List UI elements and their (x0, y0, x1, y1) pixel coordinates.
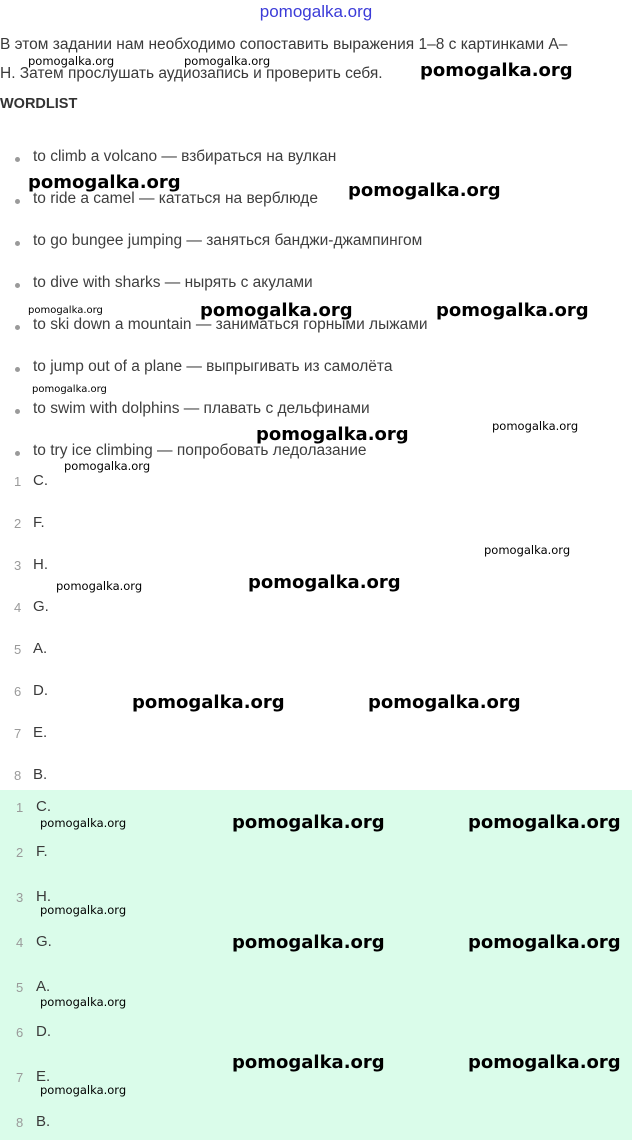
watermark: pomogalka.org (232, 932, 385, 953)
watermark: pomogalka.org (132, 692, 285, 713)
watermark: pomogalka.org (468, 932, 621, 953)
answer-number: 7 (14, 726, 22, 741)
wordlist-item-text: to climb a volcano — взбираться на вулкан (33, 148, 337, 165)
answer-row (0, 1023, 600, 1045)
answer-letter: F. (33, 514, 45, 531)
wordlist-heading: WORDLIST (0, 96, 78, 112)
answer-row (0, 598, 600, 620)
watermark: pomogalka.org (28, 54, 115, 68)
answer-letter: F. (36, 843, 48, 860)
watermark: pomogalka.org (56, 579, 143, 593)
watermark: pomogalka.org (32, 384, 107, 395)
answer-number: 8 (14, 768, 22, 783)
answer-letter: H. (36, 888, 51, 905)
answer-letter: C. (33, 472, 48, 489)
answer-number: 3 (14, 558, 22, 573)
watermark: pomogalka.org (28, 172, 181, 193)
answer-number: 5 (16, 980, 24, 995)
watermark: pomogalka.org (436, 300, 589, 321)
answer-row (0, 514, 600, 536)
answer-number: 6 (14, 684, 22, 699)
answer-letter: C. (36, 798, 51, 815)
watermark: pomogalka.org (468, 812, 621, 833)
answer-number: 1 (16, 800, 24, 815)
watermark: pomogalka.org (40, 903, 127, 917)
answer-number: 4 (14, 600, 22, 615)
watermark: pomogalka.org (64, 459, 151, 473)
bullet-icon (15, 199, 20, 204)
answer-letter: G. (36, 933, 52, 950)
answer-row (0, 843, 600, 865)
answer-row (0, 472, 600, 494)
watermark: pomogalka.org (28, 305, 103, 316)
watermark: pomogalka.org (348, 180, 501, 201)
answer-number: 6 (16, 1025, 24, 1040)
answer-letter: E. (33, 724, 48, 741)
bullet-icon (15, 157, 20, 162)
answer-number: 3 (16, 890, 24, 905)
bullet-icon (15, 367, 20, 372)
answer-number: 5 (14, 642, 22, 657)
answer-row (0, 640, 600, 662)
answer-number: 1 (14, 474, 22, 489)
watermark: pomogalka.org (420, 60, 573, 81)
bullet-icon (15, 325, 20, 330)
answer-letter: H. (33, 556, 48, 573)
answer-letter: E. (36, 1068, 51, 1085)
watermark: pomogalka.org (184, 54, 271, 68)
watermark: pomogalka.org (40, 995, 127, 1009)
answer-row (0, 1113, 600, 1135)
watermark: pomogalka.org (40, 1083, 127, 1097)
answer-number: 4 (16, 935, 24, 950)
wordlist-item-text: to go bungee jumping — заняться банджи-джампингом (33, 232, 423, 249)
watermark: pomogalka.org (232, 812, 385, 833)
task-description-line-1: В этом задании нам необходимо сопоставить выражения 1–8 с картинками А– (0, 36, 568, 53)
wordlist-item-text: to ride a camel — кататься на верблюде (33, 190, 318, 207)
bullet-icon (15, 409, 20, 414)
bullet-icon (15, 283, 20, 288)
answer-row (0, 724, 600, 746)
watermark: pomogalka.org (256, 424, 409, 445)
site-link[interactable]: pomogalka.org (259, 2, 373, 21)
answer-letter: G. (33, 598, 49, 615)
watermark: pomogalka.org (248, 572, 401, 593)
watermark: pomogalka.org (468, 1052, 621, 1073)
answer-number: 8 (16, 1115, 24, 1130)
answer-number: 2 (14, 516, 22, 531)
wordlist-item-text: to try ice climbing — попробовать ледолазание (33, 442, 367, 459)
wordlist-item-text: to dive with sharks — нырять с акулами (33, 274, 313, 291)
answer-letter: B. (33, 766, 48, 783)
answer-letter: D. (33, 682, 48, 699)
task-description-line-2: Н. Затем прослушать аудиозапись и проверить себя. (0, 65, 383, 82)
wordlist-item-text: to swim with dolphins — плавать с дельфинами (33, 400, 370, 417)
answer-number: 7 (16, 1070, 24, 1085)
watermark: pomogalka.org (368, 692, 521, 713)
bullet-icon (15, 451, 20, 456)
watermark: pomogalka.org (40, 816, 127, 830)
bullet-icon (15, 241, 20, 246)
answer-number: 2 (16, 845, 24, 860)
watermark: pomogalka.org (492, 419, 579, 433)
answer-letter: A. (36, 978, 51, 995)
wordlist-item-text: to ski down a mountain — заниматься горными лыжами (33, 316, 428, 333)
wordlist-item-text: to jump out of a plane — выпрыгивать из самолёта (33, 358, 393, 375)
watermark: pomogalka.org (232, 1052, 385, 1073)
answer-letter: A. (33, 640, 48, 657)
watermark: pomogalka.org (200, 300, 353, 321)
answer-letter: B. (36, 1113, 51, 1130)
answer-letter: D. (36, 1023, 51, 1040)
answer-row (0, 766, 600, 788)
watermark: pomogalka.org (484, 543, 571, 557)
